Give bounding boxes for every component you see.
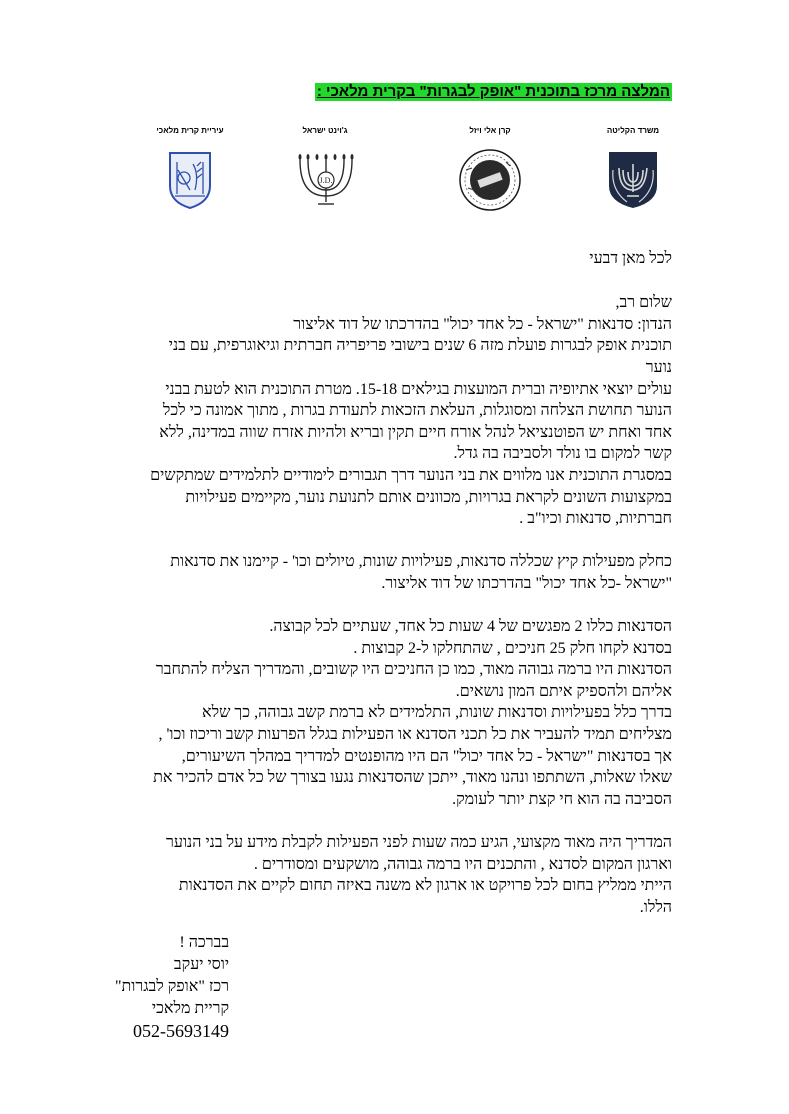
logo-label-wiesel: קרן אלי ויזל [469, 126, 511, 135]
logo-label-joint: ג'וינט ישראל [302, 126, 348, 135]
body-line: בסדנא לקחו חלק 25 חניכים , שהתחלקו ל-2 קבוצות . [353, 639, 672, 657]
signer-city: קריית מלאכי [151, 1000, 230, 1017]
body-line: עולים יוצאי אתיופיה וברית המועצות בגילאים 15-18. מטרת התוכנית הוא לטעת בבני [165, 380, 672, 398]
body-line: הייתי ממליץ בחום לכל פרויקט או ארגון לא משנה באיזה תחום לקיים את הסדנאות [178, 877, 672, 895]
body-line: הללו. [639, 898, 672, 916]
body-line: אך בסדנאות "ישראל - כל אחד יכול" הם היו מהופנטים למדריך במהלך השיעורים, [181, 747, 672, 765]
body-line: אחד ואחת יש הפוטנציאל לנהל אורח חיים תקין ובריא ולהיות אזרח שווה במדינה, ללא [159, 423, 672, 441]
logo-label-ministry: משרד הקליטה [606, 126, 660, 135]
joint-israel-icon [296, 150, 356, 210]
body-line: חברתיות, סדנאות וכיו"ב . [519, 510, 672, 528]
greeting: לכל מאן דבעי [589, 250, 672, 267]
letter-body [112, 248, 672, 918]
body-line: הסדנאות כללו 2 מפגשים של 4 שעות כל אחד, שעתיים לכל קבוצה. [269, 618, 672, 636]
body-line: נוער [645, 358, 672, 376]
body-line: המדריך היה מאוד מקצועי, הגיע כמה שעות לפני הפעילות לקבלת מידע על בני הנוער [166, 834, 672, 852]
ministry-emblem-icon [603, 150, 663, 210]
body-line: במקצועות השונים לקראת בגרויות, מכוונים אותם לתנועת נוער, מקיימים פעילויות [185, 488, 672, 506]
body-line: תוכנית אופק לבגרות פועלת מזה 6 שנים בישובי פריפריה חברתית וגיאוגרפית, עם בני [168, 337, 672, 355]
signer-phone: 052-5693149 [133, 1021, 230, 1041]
signer-role: רכז "אופק לבגרות" [115, 978, 230, 995]
body-line: מצליחים תמיד להעביר את כל תכני הסדנא או הפעילות בגלל הפרעות קשב וריכוז וכו' , [158, 726, 672, 744]
body-line: הסדנאות היו ברמה גבוהה מאוד, כמו כן החניכים היו קשובים, והמדריך הצליח להתחבר [155, 661, 672, 679]
body-line: כחלק מפעילות קיץ שכללה סדנאות, פעילויות שונות, טיולים וכו' - קיימנו את סדנאות [170, 553, 672, 571]
signature-block [115, 932, 229, 1042]
body-line: "ישראל -כל אחד יכול" בהדרכתו של דוד אליצור. [381, 574, 672, 592]
svg-text:J.D.: J.D. [319, 176, 333, 185]
logo-label-kiryat-malachi: עיריית קרית מלאכי [156, 126, 224, 135]
salutation: שלום רב, [615, 294, 672, 312]
signer-name: יוסי יעקב [173, 956, 230, 973]
body-line: הסביבה בה הוא חי קצת יותר לעומק. [452, 790, 672, 808]
body-line: קשר למקום בו נולד ולסביבה בה גדל. [453, 445, 672, 463]
kiryat-malachi-emblem-icon [167, 150, 213, 210]
body-line: במסגרת התוכנית אנו מלווים את בני הנוער דרך תגבורים לימודיים לתלמידים שמתקשים [150, 466, 672, 484]
body-line: אליהם ולהספיק איתם המון נושאים. [455, 682, 672, 700]
body-line: הנוער תחושת הצלחה ומסוגלות, העלאת הזכאות לתעודת בגרות , מתוך אמונה כי לכל [162, 402, 672, 420]
body-line: בדרך כלל בפעילויות וסדנאות שונות, התלמידים לא ברמת קשב גבוהה, כך שלא [202, 704, 672, 722]
elie-wiesel-foundation-icon [458, 148, 522, 212]
subject-line: הנדון: סדנאות "ישראל - כל אחד יכול" בהדרכתו של דוד אליצור [293, 315, 672, 333]
closing: בברכה ! [179, 934, 230, 951]
page-title: המלצה מרכז בתוכנית "אופק לבגרות" בקרית מלאכי : [316, 83, 670, 100]
body-line: וארגון המקום לסדנא , והתכנים היו ברמה גבוהה, מושקעים ומסודרים . [253, 855, 672, 873]
body-line: שאלו שאלות, השתתפו ונהנו מאוד, ייתכן שהסדנאות נגעו בצורך של כל אדם להכיר את [153, 769, 672, 787]
